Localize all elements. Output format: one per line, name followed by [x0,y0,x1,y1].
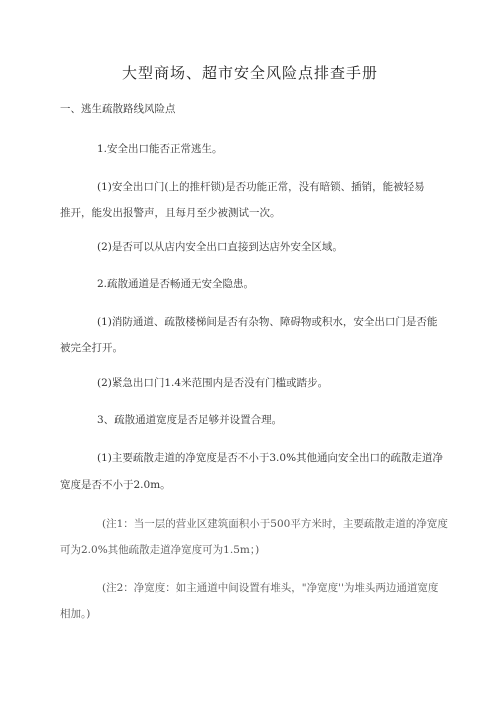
item-heading: 1.安全出口能否正常逃生。 [97,143,223,155]
note-line: 相加。) [60,608,91,620]
paragraph-line: 被完全打开。 [60,342,123,354]
paragraph-line: (1)主要疏散走道的净宽度是否不小于3.0%其他通向安全出口的疏散走道净 [97,452,444,464]
item-heading: 2.疏散通道是否畅通无安全隐患。 [97,278,255,290]
paragraph-line: 宽度是否不小于2.0m。 [60,479,171,491]
paragraph-line: (2)是否可以从店内安全出口直接到达店外安全区域。 [97,241,343,253]
paragraph-line: 推开，能发出报警声，且每月至少被测试一次。 [60,207,281,219]
note-line: (注2：净宽度：如主通道中间设置有堆头，"净宽度''为堆头两边通道宽度 [102,582,439,594]
paragraph-line: (2)紧急出口门1.4米范围内是否没有门槛或踏步。 [97,377,329,389]
document-title: 大型商场、超市安全风险点排查手册 [121,64,378,82]
paragraph-line: (1)安全出口门(上的推杆锁)是否功能正常，没有暗锁、插销，能被轻易 [97,181,425,193]
section-heading: 一、逃生疏散路线风险点 [60,103,176,115]
item-heading: 3、疏散通道宽度是否足够并设置合理。 [97,414,283,426]
note-line: (注1：当一层的营业区建筑面积小于500平方米时，主要疏散走道的净宽度 [102,518,448,530]
paragraph-line: (1)消防通道、疏散楼梯间是否有杂物、障碍物或积水，安全出口门是否能 [97,316,438,328]
note-line: 可为2.0%其他疏散走道净宽度可为1.5m；) [60,544,260,556]
